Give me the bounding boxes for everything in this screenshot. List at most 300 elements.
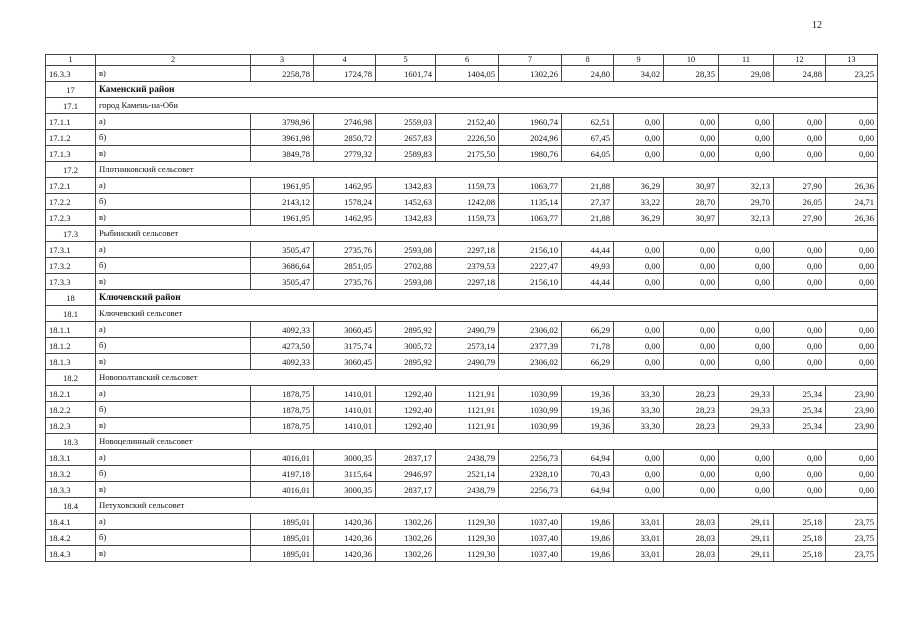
value-cell: 64,94 bbox=[562, 450, 614, 466]
value-cell: 0,00 bbox=[826, 274, 878, 290]
value-cell: 29,33 bbox=[719, 386, 774, 402]
value-cell: 1121,91 bbox=[436, 386, 499, 402]
value-cell: 1342,83 bbox=[376, 210, 436, 226]
value-cell: 33,01 bbox=[614, 530, 664, 546]
value-cell: 3798,96 bbox=[251, 114, 314, 130]
value-cell: 1292,40 bbox=[376, 418, 436, 434]
value-cell: 28,35 bbox=[664, 66, 719, 82]
value-cell: 0,00 bbox=[664, 482, 719, 498]
value-cell: 1410,01 bbox=[314, 402, 376, 418]
value-cell: 3060,45 bbox=[314, 354, 376, 370]
row-label: б) bbox=[96, 194, 251, 210]
value-cell: 3000,35 bbox=[314, 450, 376, 466]
value-cell: 1302,26 bbox=[376, 530, 436, 546]
section-code: 17 bbox=[46, 82, 96, 98]
value-cell: 2438,79 bbox=[436, 450, 499, 466]
tariff-table bbox=[45, 54, 878, 562]
value-cell: 0,00 bbox=[614, 322, 664, 338]
value-cell: 1030,99 bbox=[499, 386, 562, 402]
value-cell: 1462,95 bbox=[314, 210, 376, 226]
section-code: 17.2 bbox=[46, 162, 96, 178]
value-cell: 1302,26 bbox=[376, 546, 436, 562]
row-code: 18.1.1 bbox=[46, 322, 96, 338]
value-cell: 1037,40 bbox=[499, 530, 562, 546]
district-header-row bbox=[46, 290, 878, 306]
value-cell: 19,86 bbox=[562, 530, 614, 546]
value-cell: 1037,40 bbox=[499, 514, 562, 530]
value-cell: 1404,05 bbox=[436, 66, 499, 82]
value-cell: 2657,83 bbox=[376, 130, 436, 146]
row-code: 17.2.2 bbox=[46, 194, 96, 210]
value-cell: 3175,74 bbox=[314, 338, 376, 354]
subsection-header-row bbox=[46, 370, 878, 386]
column-number: 5 bbox=[376, 55, 436, 66]
value-cell: 0,00 bbox=[614, 354, 664, 370]
value-cell: 2851,05 bbox=[314, 258, 376, 274]
value-cell: 27,90 bbox=[774, 210, 826, 226]
table-row bbox=[46, 130, 878, 146]
table-row bbox=[46, 514, 878, 530]
value-cell: 0,00 bbox=[719, 114, 774, 130]
value-cell: 34,02 bbox=[614, 66, 664, 82]
row-label: б) bbox=[96, 338, 251, 354]
value-cell: 70,43 bbox=[562, 466, 614, 482]
value-cell: 2837,17 bbox=[376, 482, 436, 498]
value-cell: 1462,95 bbox=[314, 178, 376, 194]
value-cell: 0,00 bbox=[826, 242, 878, 258]
subsection-header-row bbox=[46, 498, 878, 514]
value-cell: 44,44 bbox=[562, 274, 614, 290]
column-number: 4 bbox=[314, 55, 376, 66]
row-label: а) bbox=[96, 514, 251, 530]
value-cell: 1410,01 bbox=[314, 386, 376, 402]
value-cell: 0,00 bbox=[614, 482, 664, 498]
value-cell: 29,33 bbox=[719, 418, 774, 434]
value-cell: 2850,72 bbox=[314, 130, 376, 146]
value-cell: 0,00 bbox=[826, 114, 878, 130]
row-code: 17.2.3 bbox=[46, 210, 96, 226]
value-cell: 23,75 bbox=[826, 530, 878, 546]
value-cell: 1030,99 bbox=[499, 402, 562, 418]
value-cell: 2895,92 bbox=[376, 354, 436, 370]
value-cell: 44,44 bbox=[562, 242, 614, 258]
row-code: 18.2.1 bbox=[46, 386, 96, 402]
value-cell: 1420,36 bbox=[314, 530, 376, 546]
row-code: 16.3.3 bbox=[46, 66, 96, 82]
value-cell: 3505,47 bbox=[251, 274, 314, 290]
row-label: б) bbox=[96, 530, 251, 546]
value-cell: 0,00 bbox=[719, 274, 774, 290]
value-cell: 1242,08 bbox=[436, 194, 499, 210]
value-cell: 0,00 bbox=[826, 130, 878, 146]
value-cell: 24,71 bbox=[826, 194, 878, 210]
section-code: 18.4 bbox=[46, 498, 96, 514]
value-cell: 64,05 bbox=[562, 146, 614, 162]
value-cell: 4016,01 bbox=[251, 482, 314, 498]
value-cell: 25,18 bbox=[774, 530, 826, 546]
value-cell: 66,29 bbox=[562, 322, 614, 338]
district-header-row bbox=[46, 82, 878, 98]
value-cell: 24,80 bbox=[562, 66, 614, 82]
value-cell: 21,88 bbox=[562, 210, 614, 226]
value-cell: 4016,01 bbox=[251, 450, 314, 466]
row-code: 18.3.2 bbox=[46, 466, 96, 482]
value-cell: 0,00 bbox=[774, 258, 826, 274]
value-cell: 1063,77 bbox=[499, 178, 562, 194]
row-code: 18.1.2 bbox=[46, 338, 96, 354]
value-cell: 0,00 bbox=[664, 450, 719, 466]
value-cell: 28,70 bbox=[664, 194, 719, 210]
value-cell: 23,75 bbox=[826, 546, 878, 562]
value-cell: 1159,73 bbox=[436, 210, 499, 226]
value-cell: 1121,91 bbox=[436, 402, 499, 418]
column-number: 7 bbox=[499, 55, 562, 66]
value-cell: 23,25 bbox=[826, 66, 878, 82]
value-cell: 2175,50 bbox=[436, 146, 499, 162]
value-cell: 26,05 bbox=[774, 194, 826, 210]
value-cell: 0,00 bbox=[664, 338, 719, 354]
column-number: 8 bbox=[562, 55, 614, 66]
value-cell: 29,11 bbox=[719, 530, 774, 546]
column-number: 3 bbox=[251, 55, 314, 66]
column-number: 9 bbox=[614, 55, 664, 66]
row-label: б) bbox=[96, 466, 251, 482]
value-cell: 0,00 bbox=[719, 450, 774, 466]
table-row bbox=[46, 178, 878, 194]
row-code: 18.3.1 bbox=[46, 450, 96, 466]
value-cell: 0,00 bbox=[614, 242, 664, 258]
value-cell: 25,34 bbox=[774, 418, 826, 434]
value-cell: 0,00 bbox=[774, 338, 826, 354]
row-label: в) bbox=[96, 210, 251, 226]
row-code: 17.3.2 bbox=[46, 258, 96, 274]
value-cell: 0,00 bbox=[719, 146, 774, 162]
subsection-header-row bbox=[46, 306, 878, 322]
value-cell: 3060,45 bbox=[314, 322, 376, 338]
value-cell: 1292,40 bbox=[376, 402, 436, 418]
value-cell: 1878,75 bbox=[251, 418, 314, 434]
row-label: а) bbox=[96, 114, 251, 130]
value-cell: 0,00 bbox=[664, 322, 719, 338]
value-cell: 0,00 bbox=[614, 146, 664, 162]
value-cell: 23,90 bbox=[826, 418, 878, 434]
value-cell: 19,36 bbox=[562, 418, 614, 434]
value-cell: 0,00 bbox=[719, 130, 774, 146]
value-cell: 4273,50 bbox=[251, 338, 314, 354]
value-cell: 19,36 bbox=[562, 386, 614, 402]
table-row bbox=[46, 322, 878, 338]
row-label: в) bbox=[96, 66, 251, 82]
value-cell: 2438,79 bbox=[436, 482, 499, 498]
value-cell: 2589,83 bbox=[376, 146, 436, 162]
table-row bbox=[46, 146, 878, 162]
row-code: 17.3.1 bbox=[46, 242, 96, 258]
value-cell: 2895,92 bbox=[376, 322, 436, 338]
section-code: 17.1 bbox=[46, 98, 96, 114]
row-label: а) bbox=[96, 450, 251, 466]
column-number: 2 bbox=[96, 55, 251, 66]
value-cell: 23,90 bbox=[826, 386, 878, 402]
value-cell: 1159,73 bbox=[436, 178, 499, 194]
value-cell: 33,01 bbox=[614, 514, 664, 530]
value-cell: 0,00 bbox=[826, 322, 878, 338]
value-cell: 0,00 bbox=[774, 322, 826, 338]
value-cell: 0,00 bbox=[719, 466, 774, 482]
value-cell: 28,03 bbox=[664, 546, 719, 562]
value-cell: 21,88 bbox=[562, 178, 614, 194]
value-cell: 3000,35 bbox=[314, 482, 376, 498]
value-cell: 62,51 bbox=[562, 114, 614, 130]
section-code: 18.3 bbox=[46, 434, 96, 450]
value-cell: 0,00 bbox=[614, 130, 664, 146]
value-cell: 2306,02 bbox=[499, 322, 562, 338]
value-cell: 33,01 bbox=[614, 546, 664, 562]
value-cell: 0,00 bbox=[664, 258, 719, 274]
value-cell: 30,97 bbox=[664, 210, 719, 226]
row-label: а) bbox=[96, 322, 251, 338]
column-number: 1 bbox=[46, 55, 96, 66]
value-cell: 2156,10 bbox=[499, 242, 562, 258]
value-cell: 0,00 bbox=[719, 322, 774, 338]
table-row bbox=[46, 546, 878, 562]
value-cell: 1895,01 bbox=[251, 514, 314, 530]
value-cell: 2490,79 bbox=[436, 354, 499, 370]
value-cell: 1292,40 bbox=[376, 386, 436, 402]
value-cell: 1129,30 bbox=[436, 514, 499, 530]
row-code: 18.2.3 bbox=[46, 418, 96, 434]
value-cell: 3505,47 bbox=[251, 242, 314, 258]
value-cell: 1420,36 bbox=[314, 546, 376, 562]
value-cell: 2256,73 bbox=[499, 482, 562, 498]
row-label: в) bbox=[96, 482, 251, 498]
table-row bbox=[46, 194, 878, 210]
value-cell: 4197,18 bbox=[251, 466, 314, 482]
value-cell: 1342,83 bbox=[376, 178, 436, 194]
value-cell: 2746,98 bbox=[314, 114, 376, 130]
value-cell: 0,00 bbox=[614, 338, 664, 354]
value-cell: 33,30 bbox=[614, 386, 664, 402]
table-row bbox=[46, 66, 878, 82]
subsection-header-row bbox=[46, 162, 878, 178]
row-code: 18.4.2 bbox=[46, 530, 96, 546]
value-cell: 1980,76 bbox=[499, 146, 562, 162]
section-code: 18.1 bbox=[46, 306, 96, 322]
table-row bbox=[46, 482, 878, 498]
row-code: 17.3.3 bbox=[46, 274, 96, 290]
value-cell: 2573,14 bbox=[436, 338, 499, 354]
value-cell: 2024,96 bbox=[499, 130, 562, 146]
value-cell: 1895,01 bbox=[251, 530, 314, 546]
table-row bbox=[46, 210, 878, 226]
value-cell: 25,34 bbox=[774, 402, 826, 418]
section-code: 17.3 bbox=[46, 226, 96, 242]
value-cell: 36,29 bbox=[614, 210, 664, 226]
value-cell: 49,93 bbox=[562, 258, 614, 274]
value-cell: 2735,76 bbox=[314, 274, 376, 290]
row-label: в) bbox=[96, 418, 251, 434]
value-cell: 28,03 bbox=[664, 530, 719, 546]
value-cell: 0,00 bbox=[826, 146, 878, 162]
column-number-row bbox=[46, 55, 878, 66]
value-cell: 3961,98 bbox=[251, 130, 314, 146]
value-cell: 0,00 bbox=[719, 338, 774, 354]
value-cell: 2593,08 bbox=[376, 242, 436, 258]
value-cell: 1578,24 bbox=[314, 194, 376, 210]
value-cell: 0,00 bbox=[774, 466, 826, 482]
value-cell: 33,30 bbox=[614, 402, 664, 418]
value-cell: 0,00 bbox=[774, 146, 826, 162]
value-cell: 19,86 bbox=[562, 514, 614, 530]
value-cell: 29,11 bbox=[719, 546, 774, 562]
subsection-title: Новополтавский сельсовет bbox=[96, 370, 878, 386]
value-cell: 1601,74 bbox=[376, 66, 436, 82]
value-cell: 66,29 bbox=[562, 354, 614, 370]
value-cell: 24,88 bbox=[774, 66, 826, 82]
value-cell: 2297,18 bbox=[436, 242, 499, 258]
row-label: б) bbox=[96, 258, 251, 274]
value-cell: 0,00 bbox=[719, 482, 774, 498]
value-cell: 1121,91 bbox=[436, 418, 499, 434]
value-cell: 2328,10 bbox=[499, 466, 562, 482]
row-code: 18.2.2 bbox=[46, 402, 96, 418]
district-title: Ключевский район bbox=[96, 290, 878, 306]
value-cell: 2226,50 bbox=[436, 130, 499, 146]
column-number: 6 bbox=[436, 55, 499, 66]
value-cell: 25,34 bbox=[774, 386, 826, 402]
value-cell: 0,00 bbox=[774, 482, 826, 498]
table-row bbox=[46, 530, 878, 546]
row-code: 18.1.3 bbox=[46, 354, 96, 370]
value-cell: 36,29 bbox=[614, 178, 664, 194]
value-cell: 2143,12 bbox=[251, 194, 314, 210]
value-cell: 29,33 bbox=[719, 402, 774, 418]
value-cell: 1878,75 bbox=[251, 386, 314, 402]
value-cell: 1135,14 bbox=[499, 194, 562, 210]
value-cell: 1961,95 bbox=[251, 178, 314, 194]
row-label: а) bbox=[96, 242, 251, 258]
value-cell: 29,70 bbox=[719, 194, 774, 210]
table-row bbox=[46, 242, 878, 258]
value-cell: 0,00 bbox=[826, 466, 878, 482]
value-cell: 0,00 bbox=[826, 258, 878, 274]
value-cell: 0,00 bbox=[774, 274, 826, 290]
subsection-title: Плотниковский сельсовет bbox=[96, 162, 878, 178]
section-code: 18.2 bbox=[46, 370, 96, 386]
value-cell: 1960,74 bbox=[499, 114, 562, 130]
row-code: 17.1.1 bbox=[46, 114, 96, 130]
column-number: 12 bbox=[774, 55, 826, 66]
value-cell: 0,00 bbox=[664, 114, 719, 130]
value-cell: 3686,64 bbox=[251, 258, 314, 274]
value-cell: 28,23 bbox=[664, 386, 719, 402]
value-cell: 23,75 bbox=[826, 514, 878, 530]
value-cell: 29,08 bbox=[719, 66, 774, 82]
district-title: Каменский район bbox=[96, 82, 878, 98]
row-label: в) bbox=[96, 354, 251, 370]
section-code: 18 bbox=[46, 290, 96, 306]
value-cell: 4092,33 bbox=[251, 354, 314, 370]
row-code: 18.3.3 bbox=[46, 482, 96, 498]
value-cell: 2297,18 bbox=[436, 274, 499, 290]
value-cell: 0,00 bbox=[826, 338, 878, 354]
value-cell: 67,45 bbox=[562, 130, 614, 146]
column-number: 13 bbox=[826, 55, 878, 66]
value-cell: 0,00 bbox=[664, 466, 719, 482]
value-cell: 0,00 bbox=[614, 114, 664, 130]
value-cell: 1037,40 bbox=[499, 546, 562, 562]
table-row bbox=[46, 114, 878, 130]
page-number: 12 bbox=[812, 20, 822, 31]
row-code: 18.4.3 bbox=[46, 546, 96, 562]
value-cell: 1420,36 bbox=[314, 514, 376, 530]
value-cell: 1452,63 bbox=[376, 194, 436, 210]
value-cell: 23,90 bbox=[826, 402, 878, 418]
value-cell: 1878,75 bbox=[251, 402, 314, 418]
value-cell: 2946,97 bbox=[376, 466, 436, 482]
value-cell: 2735,76 bbox=[314, 242, 376, 258]
value-cell: 2258,78 bbox=[251, 66, 314, 82]
value-cell: 28,23 bbox=[664, 418, 719, 434]
table-row bbox=[46, 338, 878, 354]
value-cell: 2227,47 bbox=[499, 258, 562, 274]
value-cell: 25,18 bbox=[774, 546, 826, 562]
value-cell: 33,30 bbox=[614, 418, 664, 434]
row-code: 17.1.2 bbox=[46, 130, 96, 146]
value-cell: 71,78 bbox=[562, 338, 614, 354]
value-cell: 2377,39 bbox=[499, 338, 562, 354]
value-cell: 27,37 bbox=[562, 194, 614, 210]
value-cell: 2559,03 bbox=[376, 114, 436, 130]
value-cell: 2156,10 bbox=[499, 274, 562, 290]
value-cell: 0,00 bbox=[664, 130, 719, 146]
row-label: б) bbox=[96, 130, 251, 146]
table-row bbox=[46, 386, 878, 402]
value-cell: 2379,53 bbox=[436, 258, 499, 274]
subsection-header-row bbox=[46, 226, 878, 242]
row-label: в) bbox=[96, 274, 251, 290]
value-cell: 0,00 bbox=[664, 354, 719, 370]
row-code: 17.1.3 bbox=[46, 146, 96, 162]
subsection-title: Новоцелинный сельсовет bbox=[96, 434, 878, 450]
value-cell: 0,00 bbox=[614, 258, 664, 274]
table-row bbox=[46, 450, 878, 466]
value-cell: 26,36 bbox=[826, 210, 878, 226]
row-label: б) bbox=[96, 402, 251, 418]
value-cell: 0,00 bbox=[774, 114, 826, 130]
value-cell: 29,11 bbox=[719, 514, 774, 530]
value-cell: 2521,14 bbox=[436, 466, 499, 482]
subsection-header-row bbox=[46, 434, 878, 450]
value-cell: 19,86 bbox=[562, 546, 614, 562]
table-row bbox=[46, 258, 878, 274]
value-cell: 27,90 bbox=[774, 178, 826, 194]
value-cell: 0,00 bbox=[719, 258, 774, 274]
value-cell: 0,00 bbox=[826, 482, 878, 498]
subsection-title: город Камень-на-Оби bbox=[96, 98, 878, 114]
value-cell: 0,00 bbox=[774, 130, 826, 146]
value-cell: 33,22 bbox=[614, 194, 664, 210]
subsection-title: Петуховский сельсовет bbox=[96, 498, 878, 514]
table-row bbox=[46, 418, 878, 434]
value-cell: 4092,33 bbox=[251, 322, 314, 338]
value-cell: 1030,99 bbox=[499, 418, 562, 434]
column-number: 11 bbox=[719, 55, 774, 66]
value-cell: 0,00 bbox=[664, 242, 719, 258]
value-cell: 1724,78 bbox=[314, 66, 376, 82]
value-cell: 32,13 bbox=[719, 178, 774, 194]
value-cell: 3115,64 bbox=[314, 466, 376, 482]
value-cell: 1129,30 bbox=[436, 530, 499, 546]
